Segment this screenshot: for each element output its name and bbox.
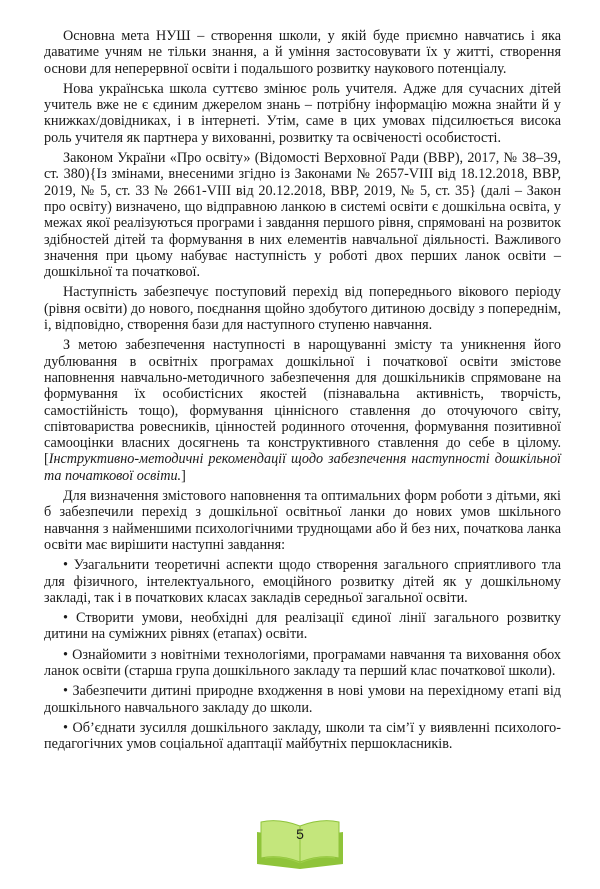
- paragraph-teacher-role: Нова українська школа суттєво змінює роль учителя. Адже для сучасних дітей учитель вже не є єдиним джерелом знань – потрібну інформацію можна знайти й у книжках/довідниках, і в інтернеті. Утім, саме в цих умовах підсилюється висока роль учителя як партнера у вихованні, розвитку та освіченості особистості.: [44, 80, 561, 146]
- paragraph-content-tail: ]: [181, 467, 186, 484]
- paragraph-content-text: З метою забезпечення наступності в нарощуванні змісту та уникнення його дублювання в освітніх програмах дошкільної і початкової освіти змістове наповнення навчально-методичного забезпечення для дошкільників спрямоване на формування їх особистісних якостей (пізнавальна активність, творчість, самостійність тощо), формування ціннісного ставлення до оточуючого світу, співтовариства ровесників, цінностей родинного оточення, формування позитивної самооцінки власних досягнень та конструктивного ставлення до себе в цілому. [: [44, 337, 561, 468]
- bullet-item: • Узагальнити теоретичні аспекти щодо створення загального сприятливого тла для фізичного, інтелектуального, емоційного розвитку дітей як у дошкільному закладі, так і в початкових класах закладів середньої загальної освіти.: [44, 557, 561, 606]
- paragraph-continuity: Наступність забезпечує поступовий перехід від попереднього вікового періоду (рівня освіти) до нового, поєднання щойно здобутого дитиною досвіду з попереднім, і, відповідно, створення бази для наступного ступеню навчання.: [44, 284, 561, 334]
- paragraph-tasks: Для визначення змістового наповнення та оптимальних форм роботи з дітьми, які б забезпечили перехід з дошкільної освітньої ланки до нових умов шкільного навчання з найменшими психологічними труднощами або й без них, початкова ланка освіти має вирішити наступні завдання:: [44, 488, 561, 553]
- paragraph-goal: Основна мета НУШ – створення школи, у якій буде приємно навчатись і яка даватиме учням не тільки знання, а й уміння застосовувати їх у житті, створення основи для неперервної освіти і подальшого розвитку наукового потенціалу.: [44, 28, 561, 77]
- bullet-item: • Ознайомити з новітніми технологіями, програмами навчання та виховання обох ланок освіти (старша група дошкільного закладу та перший клас початкової школи).: [44, 646, 561, 679]
- paragraph-content: [44, 337, 561, 484]
- bullet-item: • Створити умови, необхідні для реалізації єдиної лінії загального розвитку дитини на суміжних рівнях (етапах) освіти.: [44, 610, 561, 643]
- paragraph-law: Законом України «Про освіту» (Відомості Верховної Ради (ВВР), 2017, № 38–39, ст. 380){Із змінами, внесеними згідно із Законами № 2657-VIII від 18.12.2018, ВВР, 2019, № 5, ст. 33 № 2661-VIII від 20.12.2018, ВВР, 2019, № 5, ст. 35} (далі – Закон про освіту) визначено, що відправною ланкою в системі освіти є дошкільна освіта, у межах якої реалізуються програми і завдання першого рівня, спрямовані на розвиток здібностей дітей та формування в них елементів навчальної діяльності. Важливого значення при цьому набуває наступність у роботі двох перших ланок освіти – дошкільної та початкової.: [44, 150, 561, 281]
- bullet-item: • Забезпечити дитині природне входження в нові умови на перехідному етапі від дошкільного навчального закладу до школи.: [44, 683, 561, 716]
- bullet-item: • Об’єднати зусилля дошкільного закладу, школи та сім’ї у виявленні психолого-педагогічних умов соціальної адаптації майбутніх першокласників.: [44, 719, 561, 753]
- main-text: [44, 28, 561, 756]
- paragraph-content-citation: Інструктивно-методичні рекомендації щодо забезпечення наступності дошкільної та початкової освіти.: [44, 451, 561, 484]
- page-footer: [0, 814, 600, 874]
- page-number: 5: [296, 826, 304, 842]
